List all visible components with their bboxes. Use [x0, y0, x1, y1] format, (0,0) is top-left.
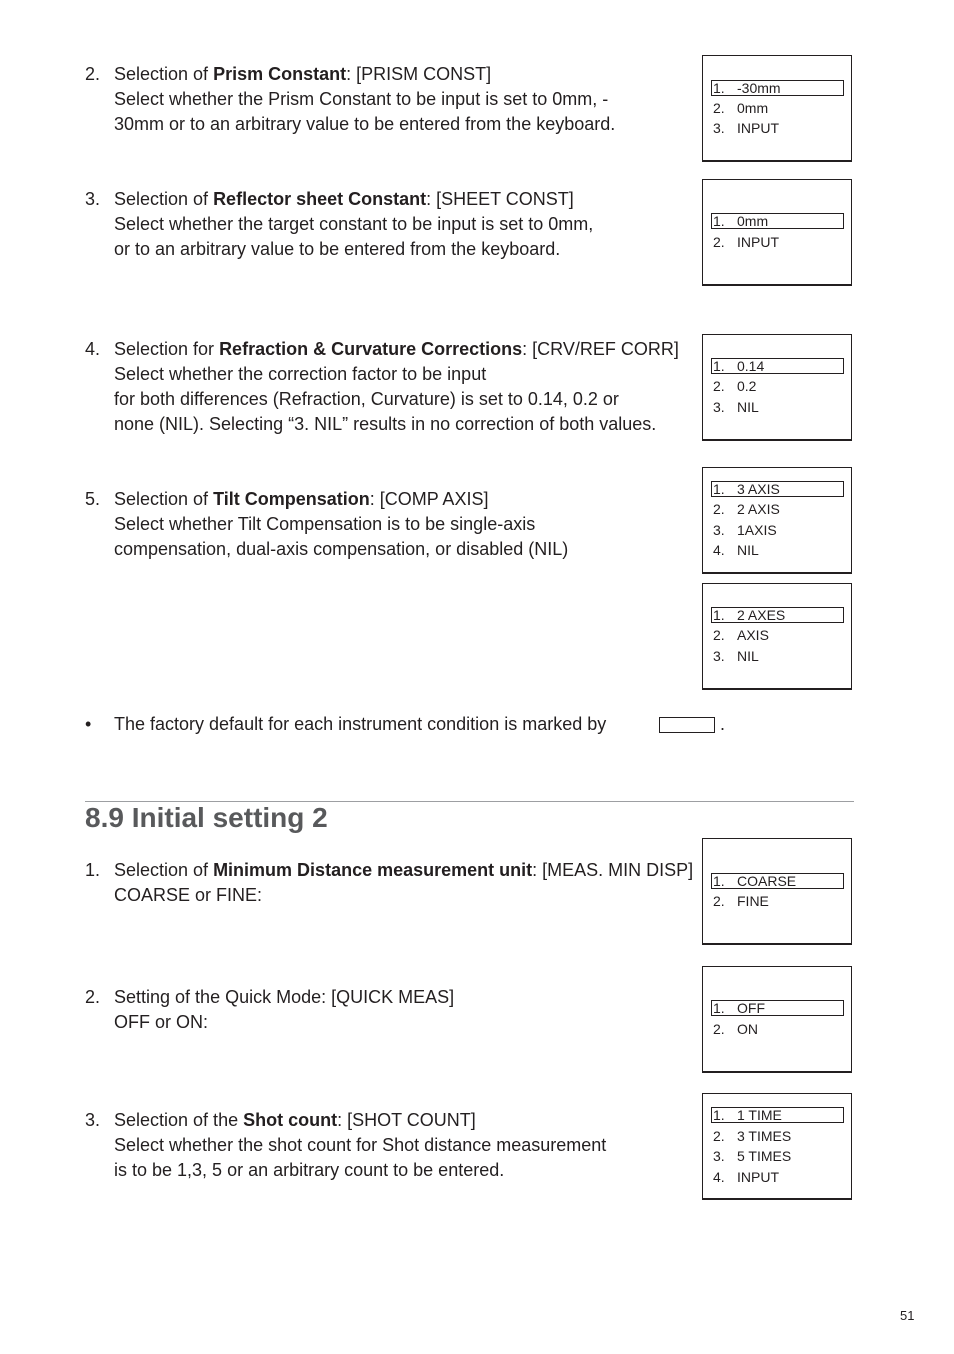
item-number: 3.	[85, 1110, 101, 1130]
item-title: Selection of Reflector sheet Constant: [SHEET CONST]	[114, 189, 574, 209]
item-title: Selection of Minimum Distance measurement unit: [MEAS. MIN DISP]	[114, 860, 694, 880]
item-number: 2.	[85, 987, 101, 1007]
menu-option-selected: 1. OFF	[711, 1000, 844, 1016]
menu-option-selected: 1. 1 TIME	[711, 1107, 844, 1123]
menu-option: 3. INPUT	[713, 120, 779, 136]
item-text-line: compensation, dual-axis compensation, or disabled (NIL)	[114, 539, 569, 559]
menu-tilt-compensation	[702, 467, 852, 574]
menu-option: 2. 0mm	[713, 100, 769, 116]
item-text-line: none (NIL). Selecting “3. NIL” results in no correction of both values.	[114, 414, 657, 434]
item-text-line: OFF or ON:	[114, 1012, 208, 1032]
menu-option: 3. NIL	[713, 648, 759, 664]
menu-option: 3. NIL	[713, 399, 759, 415]
item-number: 5.	[85, 489, 101, 509]
bullet: •	[85, 714, 92, 734]
menu-option: 3. 1AXIS	[713, 522, 777, 538]
menu-option: 2. INPUT	[713, 234, 779, 250]
menu-option: 4. INPUT	[713, 1169, 779, 1185]
item-number: 2.	[85, 64, 101, 84]
menu-shot-count	[702, 1093, 852, 1200]
menu-option-selected: 1. 0.14	[711, 358, 844, 374]
menu-option-selected: 1. 0mm	[711, 213, 844, 229]
item-text-line: Select whether the target constant to be input is set to 0mm,	[114, 214, 594, 234]
menu-option: 2. 3 TIMES	[713, 1128, 792, 1144]
menu-option: 2. 2 AXIS	[713, 501, 780, 517]
item-text-line: COARSE or FINE:	[114, 885, 263, 905]
item-text-line: or to an arbitrary value to be entered from the keyboard.	[114, 239, 561, 259]
item-text-line: Select whether the correction factor to be input	[114, 364, 487, 384]
menu-option: 4. NIL	[713, 542, 759, 558]
menu-refraction-curvature	[702, 334, 852, 441]
menu-option: 2. 0.2	[713, 378, 757, 394]
page-number: 51	[900, 1308, 915, 1323]
item-title: Selection of the Shot count: [SHOT COUNT]	[114, 1110, 476, 1130]
note-period: .	[720, 714, 726, 734]
menu-option: 3. 5 TIMES	[713, 1148, 792, 1164]
menu-sheet-constant	[702, 179, 852, 286]
item-title: Selection for Refraction & Curvature Corrections: [CRV/REF CORR]	[114, 339, 679, 359]
item-text-line: for both differences (Refraction, Curvature) is set to 0.14, 0.2 or	[114, 389, 619, 409]
menu-option: 2. FINE	[713, 893, 769, 909]
menu-prism-constant	[702, 55, 852, 162]
menu-option-selected: 1. 3 AXIS	[711, 481, 844, 497]
item-text-line: is to be 1,3, 5 or an arbitrary count to be entered.	[114, 1160, 505, 1180]
default-marker-box	[659, 717, 715, 733]
menu-min-distance-unit	[702, 838, 852, 945]
item-title: Selection of Prism Constant: [PRISM CONST]	[114, 64, 492, 84]
menu-option-selected: 1. 2 AXES	[711, 607, 844, 623]
item-text-line: 30mm or to an arbitrary value to be entered from the keyboard.	[114, 114, 616, 134]
menu-quick-mode	[702, 966, 852, 1073]
item-title: Selection of Tilt Compensation: [COMP AXIS]	[114, 489, 489, 509]
menu-option-selected: 1. -30mm	[711, 80, 844, 96]
item-number: 3.	[85, 189, 101, 209]
item-text-line: Select whether Tilt Compensation is to be single-axis	[114, 514, 536, 534]
menu-option-selected: 1. COARSE	[711, 873, 844, 889]
menu-option: 2. ON	[713, 1021, 758, 1037]
item-text-line: Select whether the shot count for Shot distance measurement	[114, 1135, 607, 1155]
item-title: Setting of the Quick Mode: [QUICK MEAS]	[114, 987, 455, 1007]
note-text: The factory default for each instrument condition is marked by	[114, 714, 607, 734]
item-text-line: Select whether the Prism Constant to be input is set to 0mm, -	[114, 89, 609, 109]
item-number: 4.	[85, 339, 101, 359]
menu-option: 2. AXIS	[713, 627, 769, 643]
menu-tilt-compensation-alt	[702, 583, 852, 690]
section-heading: 8.9 Initial setting 2	[85, 802, 328, 833]
item-number: 1.	[85, 860, 101, 880]
